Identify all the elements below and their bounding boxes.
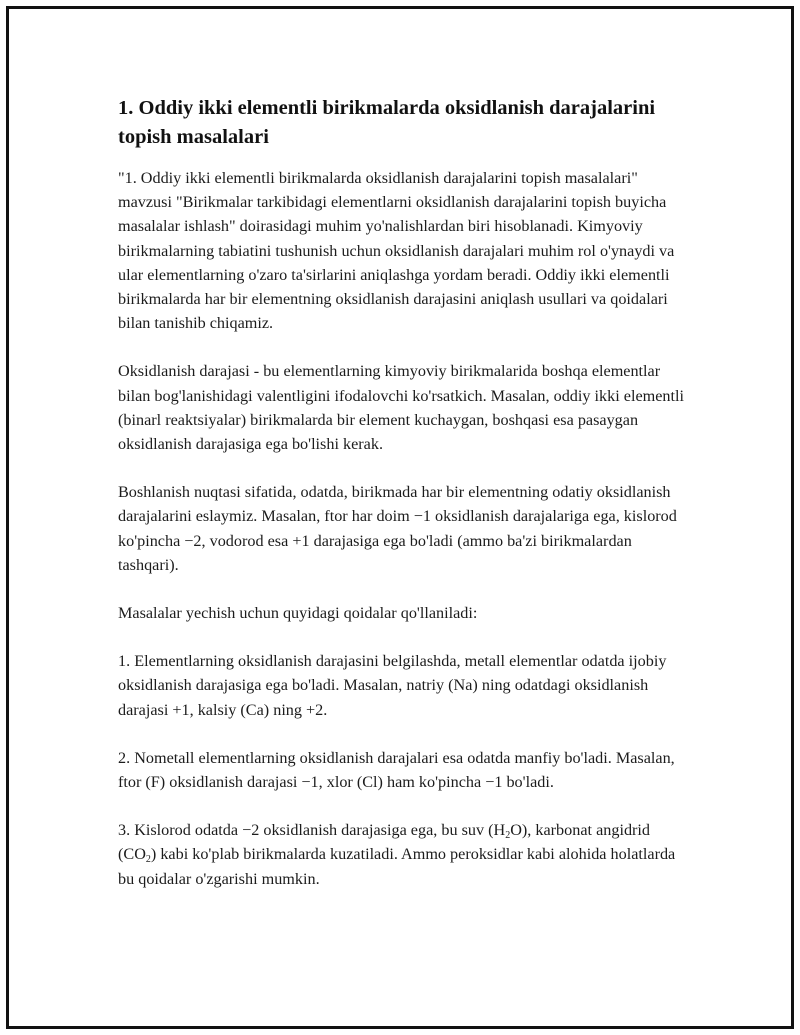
paragraph-rule-3	[118, 818, 688, 891]
document-body	[118, 94, 688, 915]
paragraph-rule-1: 1. Elementlarning oksidlanish darajasini belgilashda, metall elementlar odatda ijobiy oksidlanish darajasiga ega bo'ladi. Masalan, natriy (Na) ning odatdagi oksidlanish darajasi +1, kalsiy (Ca) ning +2.	[118, 652, 667, 719]
document-title: 1. Oddiy ikki elementli birikmalarda oksidlanish darajalarini topish masalalari	[118, 97, 656, 148]
paragraph-rule-2: 2. Nometall elementlarning oksidlanish darajalari esa odatda manfiy bo'ladi. Masalan, ftor (F) oksidlanish darajasi −1, xlor (Cl) ham ko'pincha −1 bo'ladi.	[118, 748, 675, 792]
carbon-dioxide-subscript: 2	[145, 854, 151, 866]
paragraph-definition: Oksidlanish darajasi - bu elementlarning kimyoviy birikmalarida boshqa elementlar bilan bog'lanishidagi valentligini ifodalovchi ko'rsatkich. Masalan, oddiy ikki elementli (binarl reaktsiyalar) birikmalarda bir element kuchaygan, boshqasi esa pasaygan oksidlanish darajasiga ega bo'lishi kerak.	[118, 362, 684, 454]
rule-3-text-part-2: O), karbonat angidrid (CO	[118, 821, 651, 864]
paragraph-rules-intro: Masalalar yechish uchun quyidagi qoidalar qo'llaniladi:	[118, 604, 478, 623]
water-subscript: 2	[505, 830, 511, 842]
rule-3-text-part-1: 3. Kislorod odatda −2 oksidlanish darajasiga ega, bu suv (H	[118, 821, 506, 840]
rule-3-text-part-3: ) kabi ko'plab birikmalarda kuzatiladi. Ammo peroksidlar kabi alohida holatlarda bu qoidalar o'zgarishi mumkin.	[118, 845, 676, 888]
paragraph-starting-point: Boshlanish nuqtasi sifatida, odatda, birikmada har bir elementning odatiy oksidlanish darajalarini eslaymiz. Masalan, ftor har doim −1 oksidlanish darajalariga ega, kislorod ko'pincha −2, vodorod esa +1 darajasiga ega bo'ladi (ammo ba'zi birikmalardan tashqari).	[118, 483, 677, 574]
paragraph-intro: "1. Oddiy ikki elementli birikmalarda oksidlanish darajalarini topish masalalari" mavzusi "Birikmalar tarkibidagi elementlarni oksidlanish darajalarini topish buyicha masalalar ishlash" doirasidagi muhim yo'nalishlardan biri hisoblanadi. Kimyoviy birikmalarning tabiatini tushunish uchun oksidlanish darajalari muhim rol o'ynaydi va ular elementlarning o'zaro ta'sirlarini aniqlashga yordam beradi. Oddiy ikki elementli birikmalarda har bir elementning oksidlanish darajasini aniqlash usullari va qoidalari bilan tanishib chiqamiz.	[118, 169, 675, 333]
